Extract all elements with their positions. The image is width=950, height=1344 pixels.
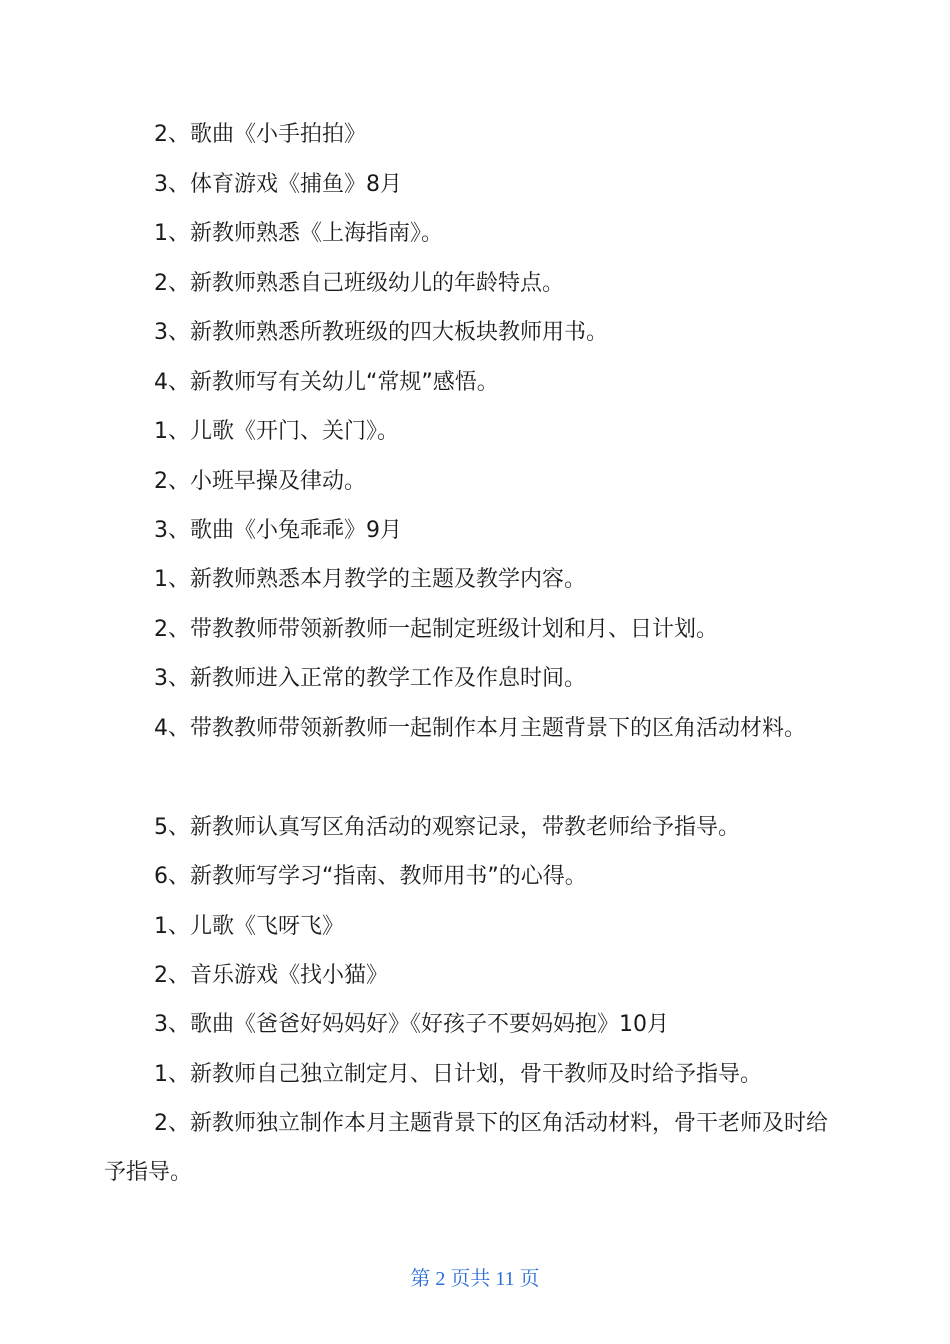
paragraph: 1、新教师熟悉《上海指南》。 [154,221,443,246]
paragraph: 6、新教师写学习“指南、教师用书”的心得。 [154,864,587,889]
paragraph: 2、新教师独立制作本月主题背景下的区角活动材料，骨干老师及时给予指导。 [104,1111,828,1185]
paragraph: 2、新教师熟悉自己班级幼儿的年龄特点。 [154,271,564,296]
paragraph: 2、歌曲《小手拍拍》 [154,122,366,147]
paragraph: 1、儿歌《开门、关门》。 [154,419,399,444]
paragraph: 2、小班早操及律动。 [154,469,366,494]
paragraph: 3、新教师进入正常的教学工作及作息时间。 [154,666,586,691]
paragraph: 1、新教师自己独立制定月、日计划，骨干教师及时给予指导。 [154,1062,762,1087]
paragraph: 3、体育游戏《捕鱼》8月 [154,172,402,197]
paragraph: 2、带教教师带领新教师一起制定班级计划和月、日计划。 [154,617,718,642]
paragraph: 1、新教师熟悉本月教学的主题及教学内容。 [154,567,586,592]
paragraph: 4、新教师写有关幼儿“常规”感悟。 [154,370,499,395]
paragraph: 3、歌曲《爸爸好妈妈好》《好孩子不要妈妈抱》10月 [154,1012,669,1037]
paragraph: 3、新教师熟悉所教班级的四大板块教师用书。 [154,320,608,345]
paragraph: 1、儿歌《飞呀飞》 [154,914,344,939]
paragraph: 5、新教师认真写区角活动的观察记录，带教老师给予指导。 [154,815,740,840]
paragraph: 3、歌曲《小兔乖乖》9月 [154,518,402,543]
page-number-footer: 第 2 页共 11 页 [410,1268,540,1290]
paragraph: 4、带教教师带领新教师一起制作本月主题背景下的区角活动材料。 [154,716,806,741]
paragraph: 2、音乐游戏《找小猫》 [154,963,388,988]
